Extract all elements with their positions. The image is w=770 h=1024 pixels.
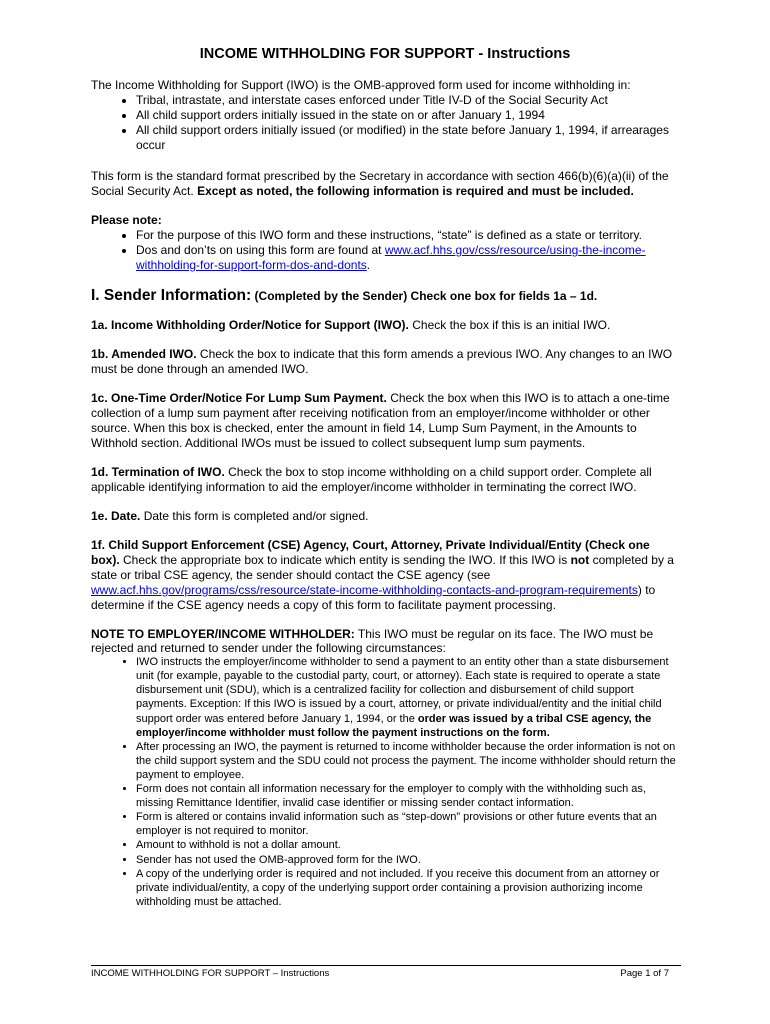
item-1f: 1f. Child Support Enforcement (CSE) Agency, Court, Attorney, Private Individual/Entity (Check one box). Check the appropriate box to indicate which entity is sending the IWO. If this IWO is not completed by a state or tribal CSE agency, the sender should contact the CSE agency (see www.acf.hhs.gov/programs/css/resource/state-income-withholding-contacts-and-program-requirements) to determine if the CSE agency needs a copy of this form to facilitate payment processing.: [91, 538, 674, 612]
cse-contacts-link[interactable]: www.acf.hhs.gov/programs/css/resource/state-income-withholding-contacts-and-program-requirements: [91, 583, 638, 597]
note-bullet: • Form does not contain all information necessary for the employer to comply with the withholding such as, missing Remittance Identifier, invalid case identifier or missing sender contact information.: [136, 782, 681, 810]
section-1-heading: [91, 288, 681, 304]
item-1a: 1a. Income Withholding Order/Notice for Support (IWO). Check the box if this is an initial IWO.: [91, 318, 611, 332]
document-body: [91, 78, 681, 909]
footer-title: INCOME WITHHOLDING FOR SUPPORT – Instructions: [91, 968, 330, 979]
note-bullet: • A copy of the underlying order is required and not included. If you receive this document from an attorney or private individual/entity, a copy of the underlying support order containing a provision authorizing income withholding must be attached.: [136, 867, 681, 909]
please-note-bullet: • Dos and don’ts on using this form are found at www.acf.hhs.gov/css/resource/using-the-income-withholding-for-support-form-dos-and-donts.: [136, 243, 681, 273]
intro-bullet: • Tribal, intrastate, and interstate cases enforced under Title IV-D of the Social Security Act: [136, 93, 681, 108]
page-number: Page 1 of 7: [620, 968, 669, 979]
please-note-heading: Please note:: [91, 213, 162, 227]
intro-bullet: • All child support orders initially issued in the state on or after January 1, 1994: [136, 108, 681, 123]
dos-and-donts-link[interactable]: www.acf.hhs.gov/css/resource/using-the-income-withholding-for-support-form-dos-and-donts: [136, 243, 646, 272]
please-note-list: [91, 228, 681, 273]
employer-note: [91, 627, 681, 909]
intro-lead: The Income Withholding for Support (IWO) is the OMB-approved form used for income withholding in:: [91, 78, 631, 92]
format-bold-text: Except as noted, the following information is required and must be included.: [197, 184, 634, 198]
note-bullet: • Form is altered or contains invalid information such as “step-down” provisions or other future events that an employer is not required to monitor.: [136, 810, 681, 838]
item-1e: 1e. Date. Date this form is completed and/or signed.: [91, 509, 369, 523]
intro-bullet-list: [91, 93, 681, 153]
employer-note-list: [91, 655, 681, 909]
item-1d: 1d. Termination of IWO. Check the box to stop income withholding on a child support order. Complete all applicable identifying information to aid the employer/income withholder in terminating the correct IWO.: [91, 465, 652, 494]
please-note-bullet: • For the purpose of this IWO form and these instructions, “state” is defined as a state or territory.: [136, 228, 681, 243]
section-1-title: I. Sender Information:: [91, 287, 252, 304]
page-footer: [91, 965, 681, 979]
note-bullet: • IWO instructs the employer/income withholder to send a payment to an entity other than a state disbursement unit (for example, payable to the custodial party, court, or attorney). Each state is required to operate a state disbursement unit (SDU), which is a centralized facility for collection and disbursement of child support payments. Exception: If this IWO is issued by a court, attorney, or private individual/entity and the initial child support order was entered before January 1, 1994, or the order was issued by a tribal CSE agency, the employer/income withholder must follow the payment instructions on the form.: [136, 655, 681, 740]
section-1-subtitle: (Completed by the Sender) Check one box for fields 1a – 1d.: [254, 289, 598, 303]
note-bullet: • Sender has not used the OMB-approved form for the IWO.: [136, 853, 681, 867]
format-paragraph: [91, 169, 681, 199]
format-text: This form is the standard format prescribed by the Secretary in accordance with section 466(b)(6)(a)(ii) of the Social Security Act.: [91, 169, 669, 198]
page-title: INCOME WITHHOLDING FOR SUPPORT - Instructions: [199, 46, 571, 62]
item-1b: 1b. Amended IWO. Check the box to indicate that this form amends a previous IWO. Any changes to an IWO must be done through an amended IWO.: [91, 347, 673, 376]
employer-note-lead: NOTE TO EMPLOYER/INCOME WITHHOLDER: This IWO must be regular on its face. The IWO must be rejected and returned to sender under the following circumstances:: [91, 627, 654, 656]
note-bullet: • After processing an IWO, the payment is returned to income withholder because the order information is not on the child support system and the SDU could not process the payment. The income withholder should return the payment to employee.: [136, 740, 681, 782]
note-bullet: • Amount to withhold is not a dollar amount.: [136, 838, 681, 852]
intro-bullet: • All child support orders initially issued (or modified) in the state before January 1, 1994, if arrearages occur: [136, 123, 681, 153]
item-1c: 1c. One-Time Order/Notice For Lump Sum Payment. Check the box when this IWO is to attach a one-time collection of a lump sum payment after receiving notification from an employer/income withholder or other source. When this box is checked, enter the amount in field 14, Lump Sum Payment, in the Amounts to Withhold section. Additional IWOs must be issued to collect subsequent lump sum payments.: [91, 391, 670, 450]
